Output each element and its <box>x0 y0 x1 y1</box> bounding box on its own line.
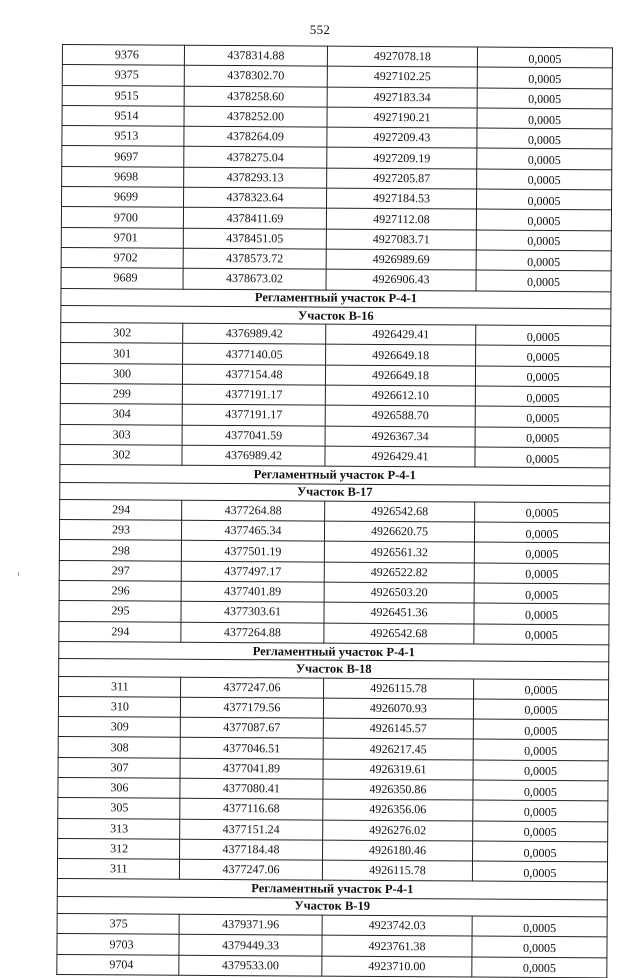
x-coordinate-cell: 4377264.88 <box>181 622 324 643</box>
point-number-cell: 294 <box>59 621 181 642</box>
point-number-cell: 9375 <box>62 65 184 86</box>
point-number-cell: 308 <box>58 737 180 758</box>
point-number-cell: 302 <box>60 444 182 465</box>
deviation-cell: 0,0005 <box>476 325 611 346</box>
y-coordinate-cell: 4923710.00 <box>322 956 472 977</box>
deviation-cell: 0,0005 <box>474 522 609 543</box>
x-coordinate-cell: 4378573.72 <box>183 248 326 269</box>
deviation-cell: 0,0005 <box>474 679 609 700</box>
y-coordinate-cell: 4926542.68 <box>325 501 475 522</box>
y-coordinate-cell: 4926542.68 <box>324 623 474 644</box>
x-coordinate-cell: 4377303.61 <box>181 602 324 623</box>
plot-heading: Участок В-18 <box>59 659 609 680</box>
deviation-cell: 0,0005 <box>476 270 611 291</box>
y-coordinate-cell: 4927209.19 <box>327 148 477 169</box>
deviation-cell: 0,0005 <box>476 345 611 366</box>
deviation-cell: 0,0005 <box>475 386 610 407</box>
x-coordinate-cell: 4377151.24 <box>180 819 323 840</box>
deviation-cell: 0,0005 <box>476 209 611 230</box>
point-number-cell: 9701 <box>61 227 183 248</box>
y-coordinate-cell: 4927102.25 <box>327 66 477 87</box>
point-number-cell: 295 <box>59 601 181 622</box>
y-coordinate-cell: 4926350.86 <box>323 779 473 800</box>
x-coordinate-cell: 4376989.42 <box>183 323 326 344</box>
x-coordinate-cell: 4377154.48 <box>182 364 325 385</box>
y-coordinate-cell: 4926070.93 <box>323 698 473 719</box>
y-coordinate-cell: 4926451.36 <box>324 602 474 623</box>
page-number: 552 <box>309 22 331 37</box>
point-number-cell: 9700 <box>61 207 183 228</box>
x-coordinate-cell: 4377179.56 <box>180 697 323 718</box>
point-number-cell: 306 <box>58 777 180 798</box>
point-number-cell: 303 <box>60 424 182 445</box>
deviation-cell: 0,0005 <box>476 230 611 251</box>
point-number-cell: 9704 <box>57 954 179 975</box>
deviation-cell: 0,0005 <box>473 739 608 760</box>
y-coordinate-cell: 4926356.06 <box>323 799 473 820</box>
y-coordinate-cell: 4926989.69 <box>326 249 476 270</box>
x-coordinate-cell: 4379371.96 <box>179 914 322 935</box>
y-coordinate-cell: 4927209.43 <box>327 127 477 148</box>
deviation-cell: 0,0005 <box>477 47 612 68</box>
point-number-cell: 301 <box>61 343 183 364</box>
point-number-cell: 307 <box>58 757 180 778</box>
y-coordinate-cell: 4926612.10 <box>325 385 475 406</box>
deviation-cell: 0,0005 <box>477 149 612 170</box>
x-coordinate-cell: 4377191.17 <box>182 405 325 426</box>
x-coordinate-cell: 4377184.48 <box>180 839 323 860</box>
regulation-area-heading: Регламентный участок Р-4-1 <box>57 879 607 900</box>
point-number-cell: 313 <box>58 818 180 839</box>
y-coordinate-cell: 4927190.21 <box>327 107 477 128</box>
point-number-cell: 9689 <box>61 268 183 289</box>
point-number-cell: 302 <box>61 323 183 344</box>
x-coordinate-cell: 4379449.33 <box>179 935 322 956</box>
deviation-cell: 0,0005 <box>476 189 611 210</box>
x-coordinate-cell: 4378264.09 <box>184 126 327 147</box>
point-number-cell: 311 <box>57 859 179 880</box>
point-number-cell: 310 <box>58 696 180 717</box>
deviation-cell: 0,0005 <box>475 447 610 468</box>
y-coordinate-cell: 4927112.08 <box>326 208 476 229</box>
x-coordinate-cell: 4377247.06 <box>179 859 322 880</box>
point-number-cell: 304 <box>60 404 182 425</box>
table-row <box>57 954 607 978</box>
deviation-cell: 0,0005 <box>474 563 609 584</box>
point-number-cell: 375 <box>57 914 179 935</box>
deviation-cell: 0,0005 <box>472 861 607 882</box>
deviation-cell: 0,0005 <box>473 699 608 720</box>
x-coordinate-cell: 4378451.05 <box>183 228 326 249</box>
deviation-cell: 0,0005 <box>475 427 610 448</box>
deviation-cell: 0,0005 <box>475 406 610 427</box>
deviation-cell: 0,0005 <box>477 88 612 109</box>
x-coordinate-cell: 4379533.00 <box>179 955 322 976</box>
y-coordinate-cell: 4926649.18 <box>325 365 475 386</box>
x-coordinate-cell: 4377041.59 <box>182 425 325 446</box>
y-coordinate-cell: 4923761.38 <box>322 935 472 956</box>
x-coordinate-cell: 4378673.02 <box>183 269 326 290</box>
x-coordinate-cell: 4377401.89 <box>181 581 324 602</box>
y-coordinate-cell: 4926429.41 <box>326 324 476 345</box>
point-number-cell: 9514 <box>62 105 184 126</box>
point-number-cell: 311 <box>59 676 181 697</box>
deviation-cell: 0,0005 <box>472 957 607 978</box>
x-coordinate-cell: 4377465.34 <box>181 520 324 541</box>
y-coordinate-cell: 4926115.78 <box>322 860 472 881</box>
regulation-area-heading: Регламентный участок Р-4-1 <box>59 641 609 662</box>
point-number-cell: 9376 <box>62 45 184 66</box>
y-coordinate-cell: 4927183.34 <box>327 87 477 108</box>
deviation-cell: 0,0005 <box>473 780 608 801</box>
deviation-cell: 0,0005 <box>475 502 610 523</box>
x-coordinate-cell: 4377080.41 <box>180 778 323 799</box>
coordinates-table <box>56 44 613 978</box>
y-coordinate-cell: 4926429.41 <box>325 446 475 467</box>
deviation-cell: 0,0005 <box>472 936 607 957</box>
y-coordinate-cell: 4926276.02 <box>323 820 473 841</box>
deviation-cell: 0,0005 <box>477 128 612 149</box>
regulation-area-heading: Регламентный участок Р-4-1 <box>60 465 610 486</box>
x-coordinate-cell: 4377140.05 <box>183 344 326 365</box>
point-number-cell: 294 <box>60 499 182 520</box>
point-number-cell: 297 <box>59 560 181 581</box>
x-coordinate-cell: 4377264.88 <box>182 500 325 521</box>
plot-heading: Участок В-16 <box>61 305 611 326</box>
point-number-cell: 299 <box>60 384 182 405</box>
y-coordinate-cell: 4927184.53 <box>327 188 477 209</box>
y-coordinate-cell: 4927083.71 <box>326 229 476 250</box>
x-coordinate-cell: 4377247.06 <box>181 677 324 698</box>
x-coordinate-cell: 4377041.89 <box>180 758 323 779</box>
x-coordinate-cell: 4377116.68 <box>180 799 323 820</box>
y-coordinate-cell: 4926503.20 <box>324 582 474 603</box>
x-coordinate-cell: 4377497.17 <box>181 561 324 582</box>
y-coordinate-cell: 4926217.45 <box>323 738 473 759</box>
deviation-cell: 0,0005 <box>473 800 608 821</box>
y-coordinate-cell: 4926115.78 <box>324 678 474 699</box>
point-number-cell: 293 <box>59 520 181 541</box>
y-coordinate-cell: 4926145.57 <box>323 718 473 739</box>
y-coordinate-cell: 4926649.18 <box>326 345 476 366</box>
y-coordinate-cell: 4926319.61 <box>323 759 473 780</box>
x-coordinate-cell: 4377046.51 <box>180 738 323 759</box>
deviation-cell: 0,0005 <box>474 583 609 604</box>
y-coordinate-cell: 4923742.03 <box>322 915 472 936</box>
point-number-cell: 296 <box>59 581 181 602</box>
x-coordinate-cell: 4378302.70 <box>184 66 327 87</box>
point-number-cell: 312 <box>58 838 180 859</box>
deviation-cell: 0,0005 <box>474 603 609 624</box>
point-number-cell: 309 <box>58 717 180 738</box>
point-number-cell: 305 <box>58 798 180 819</box>
deviation-cell: 0,0005 <box>474 624 609 645</box>
deviation-cell: 0,0005 <box>473 760 608 781</box>
y-coordinate-cell: 4927205.87 <box>327 168 477 189</box>
x-coordinate-cell: 4378293.13 <box>184 167 327 188</box>
x-coordinate-cell: 4378314.88 <box>184 45 327 66</box>
y-coordinate-cell: 4926561.32 <box>324 542 474 563</box>
deviation-cell: 0,0005 <box>472 916 607 937</box>
point-number-cell: 9699 <box>62 187 184 208</box>
x-coordinate-cell: 4378411.69 <box>183 208 326 229</box>
point-number-cell: 9703 <box>57 934 179 955</box>
x-coordinate-cell: 4378323.64 <box>184 187 327 208</box>
point-number-cell: 9697 <box>62 146 184 167</box>
y-coordinate-cell: 4926906.43 <box>326 269 476 290</box>
y-coordinate-cell: 4926620.75 <box>324 521 474 542</box>
deviation-cell: 0,0005 <box>474 542 609 563</box>
deviation-cell: 0,0005 <box>473 821 608 842</box>
point-number-cell: 9513 <box>62 126 184 147</box>
deviation-cell: 0,0005 <box>477 169 612 190</box>
y-coordinate-cell: 4926180.46 <box>323 840 473 861</box>
x-coordinate-cell: 4378252.00 <box>184 106 327 127</box>
point-number-cell: 9702 <box>61 247 183 268</box>
x-coordinate-cell: 4377501.19 <box>181 541 324 562</box>
deviation-cell: 0,0005 <box>477 108 612 129</box>
deviation-cell: 0,0005 <box>473 719 608 740</box>
x-coordinate-cell: 4378275.04 <box>184 147 327 168</box>
y-coordinate-cell: 4926522.82 <box>324 562 474 583</box>
point-number-cell: 298 <box>59 540 181 561</box>
point-number-cell: 300 <box>60 363 182 384</box>
deviation-cell: 0,0005 <box>476 250 611 271</box>
deviation-cell: 0,0005 <box>473 841 608 862</box>
regulation-area-heading: Регламентный участок Р-4-1 <box>61 288 611 309</box>
x-coordinate-cell: 4376989.42 <box>182 445 325 466</box>
point-number-cell: 9698 <box>62 166 184 187</box>
y-coordinate-cell: 4926367.34 <box>325 426 475 447</box>
scan-artifact-mark <box>18 572 19 576</box>
plot-heading: Участок В-19 <box>57 896 607 917</box>
y-coordinate-cell: 4926588.70 <box>325 405 475 426</box>
y-coordinate-cell: 4927078.18 <box>327 46 477 67</box>
x-coordinate-cell: 4378258.60 <box>184 86 327 107</box>
x-coordinate-cell: 4377087.67 <box>180 717 323 738</box>
point-number-cell: 9515 <box>62 85 184 106</box>
x-coordinate-cell: 4377191.17 <box>182 384 325 405</box>
plot-heading: Участок В-17 <box>60 482 610 503</box>
coordinates-table-body <box>57 45 613 978</box>
deviation-cell: 0,0005 <box>475 366 610 387</box>
deviation-cell: 0,0005 <box>477 67 612 88</box>
